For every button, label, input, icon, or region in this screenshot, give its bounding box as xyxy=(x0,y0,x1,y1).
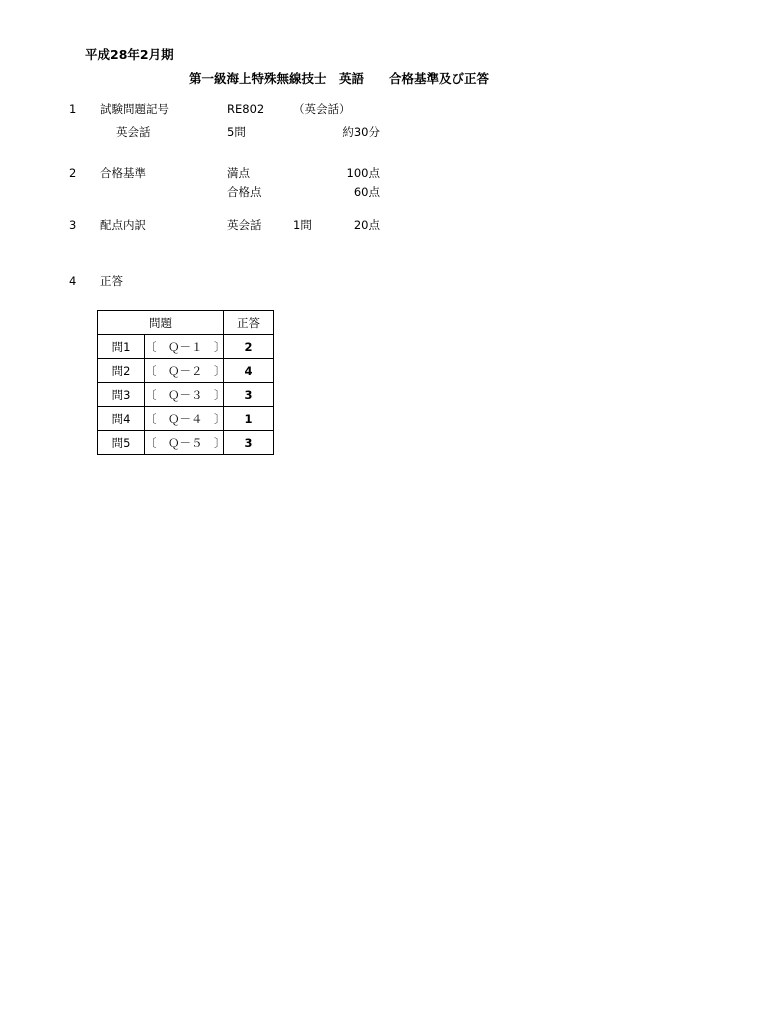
question-number: 問1 xyxy=(98,335,145,359)
question-code: 〔 Ｑ－５ 〕 xyxy=(145,431,224,455)
section-1-label: 試験問題記号 xyxy=(100,102,169,116)
pass-score-value: 60点 xyxy=(353,185,380,199)
correct-answer: 3 xyxy=(224,431,274,455)
subject-name: 英会話 xyxy=(116,125,151,139)
exam-code: RE802 xyxy=(227,102,265,116)
question-code: 〔 Ｑ－４ 〕 xyxy=(145,407,224,431)
section-2-label: 合格基準 xyxy=(100,166,146,180)
table-row xyxy=(98,431,274,455)
exam-period: 平成28年2月期 xyxy=(85,47,174,62)
question-code: 〔 Ｑ－３ 〕 xyxy=(145,383,224,407)
question-count: 5問 xyxy=(227,125,246,139)
allocation-subject: 英会話 xyxy=(227,218,262,232)
table-row xyxy=(98,383,274,407)
table-row xyxy=(98,359,274,383)
full-score-value: 100点 xyxy=(346,166,380,180)
section-3-number: 3 xyxy=(69,218,77,232)
question-number: 問2 xyxy=(98,359,145,383)
question-number: 問5 xyxy=(98,431,145,455)
exam-duration: 約30分 xyxy=(342,125,380,139)
header-question: 問題 xyxy=(98,311,224,335)
correct-answer: 4 xyxy=(224,359,274,383)
table-row xyxy=(98,407,274,431)
full-score-label: 満点 xyxy=(227,166,250,180)
question-number: 問4 xyxy=(98,407,145,431)
document-title: 第一級海上特殊無線技士 英語 合格基準及び正答 xyxy=(189,71,490,86)
section-2-number: 2 xyxy=(69,166,77,180)
question-number: 問3 xyxy=(98,383,145,407)
correct-answer: 3 xyxy=(224,383,274,407)
answer-table xyxy=(97,310,274,455)
section-4-label: 正答 xyxy=(100,274,123,288)
question-code: 〔 Ｑ－１ 〕 xyxy=(145,335,224,359)
section-3-label: 配点内訳 xyxy=(100,218,146,232)
correct-answer: 1 xyxy=(224,407,274,431)
answer-table-header xyxy=(98,311,274,335)
allocation-points: 20点 xyxy=(353,218,380,232)
question-code: 〔 Ｑ－２ 〕 xyxy=(145,359,224,383)
correct-answer: 2 xyxy=(224,335,274,359)
header-answer: 正答 xyxy=(224,311,274,335)
section-4-number: 4 xyxy=(69,274,77,288)
exam-code-note: （英会話） xyxy=(293,102,351,116)
allocation-per-question: 1問 xyxy=(293,218,312,232)
pass-score-label: 合格点 xyxy=(227,185,262,199)
table-row xyxy=(98,335,274,359)
section-1-number: 1 xyxy=(69,102,77,116)
